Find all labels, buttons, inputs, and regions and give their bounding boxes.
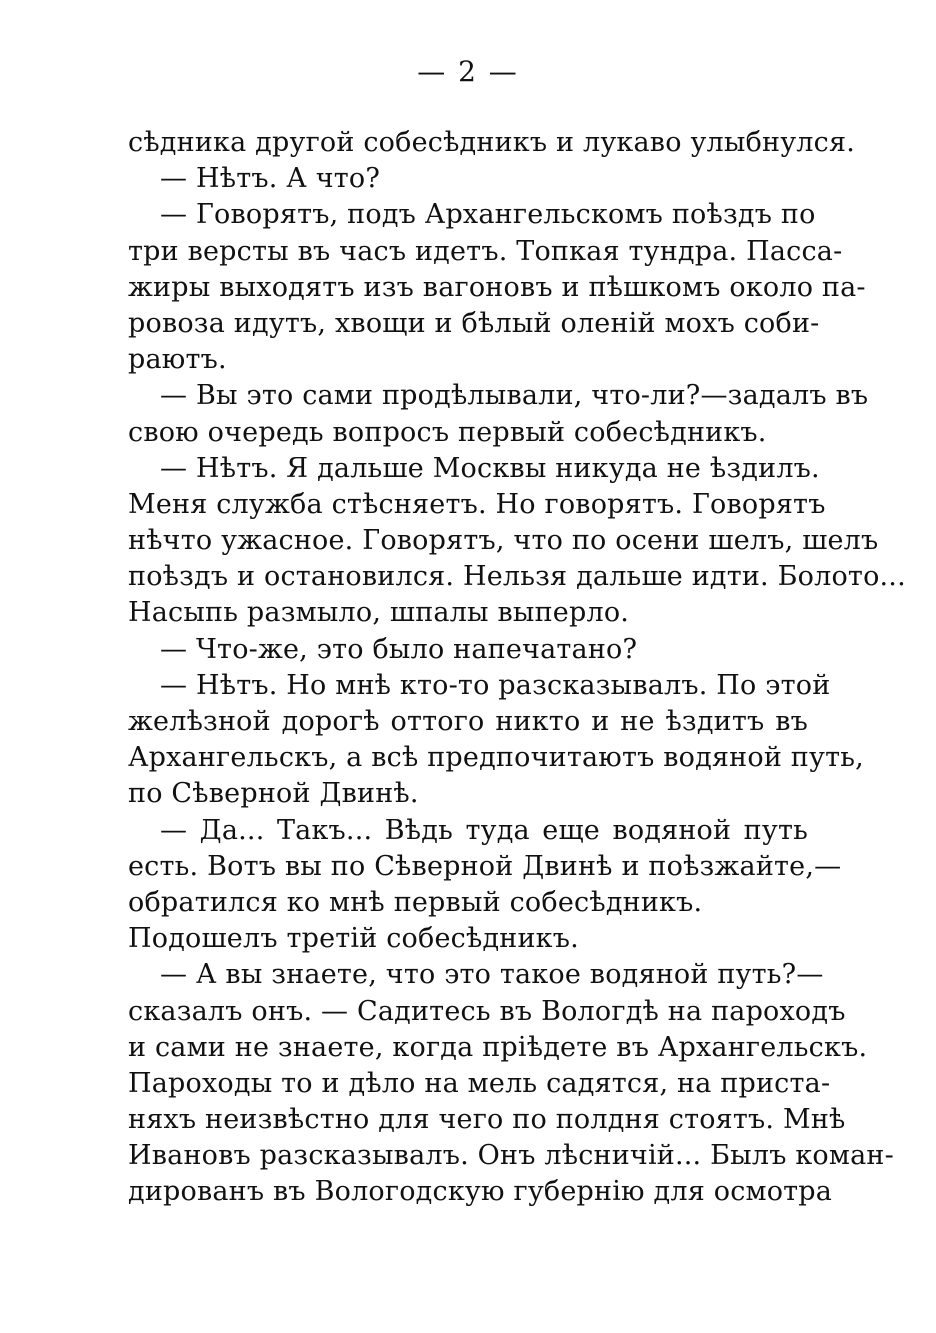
- text-line: — Что-же, это было напечатано?: [160, 633, 638, 665]
- page-number: — 2 —: [417, 55, 519, 88]
- text-line: жиры выходятъ изъ вагоновъ и пѣшкомъ около па-: [128, 271, 866, 303]
- text-line: желѣзной дорогѣ оттого никто и не ѣздитъ въ: [128, 706, 808, 737]
- page-text: [128, 125, 906, 1211]
- text-line: Подошелъ третій собесѣдникъ.: [128, 923, 579, 955]
- text-line: дированъ въ Вологодскую губернію для осмотра: [128, 1176, 833, 1208]
- text-line: — А вы знаете, что это такое водяной путь?—: [160, 959, 824, 991]
- text-line: есть. Вотъ вы по Сѣверной Двинѣ и поѣзжайте,—: [128, 850, 842, 882]
- text-line: Архангельскъ, а всѣ предпочитаютъ водяной путь,: [128, 742, 864, 774]
- text-line: поѣздъ и остановился. Нельзя дальше идти. Болото...: [128, 561, 906, 593]
- text-line: — Вы это сами продѣлывали, что-ли?—задалъ въ: [160, 380, 869, 412]
- text-line: раютъ.: [128, 344, 227, 376]
- text-line: нѣчто ужасное. Говорятъ, что по осени шелъ, шелъ: [128, 525, 879, 557]
- text-line: — Да... Такъ... Вѣдь туда еще водяной путь: [160, 814, 808, 846]
- text-line: по Сѣверной Двинѣ.: [128, 778, 419, 810]
- text-line: свою очередь вопросъ первый собесѣдникъ.: [128, 416, 767, 448]
- text-line: Меня служба стѣсняетъ. Но говорятъ. Говорятъ: [128, 488, 826, 520]
- text-line: — Нѣтъ. Но мнѣ кто-то разсказывалъ. По этой: [160, 669, 831, 701]
- text-line: обратился ко мнѣ первый собесѣдникъ.: [128, 886, 703, 918]
- text-line: три версты въ часъ идетъ. Топкая тундра. Пасса-: [128, 235, 843, 267]
- text-line: сказалъ онъ. — Садитесь въ Вологдѣ на пароходъ: [128, 995, 846, 1027]
- text-line: — Говорятъ, подъ Архангельскомъ поѣздъ по: [160, 199, 816, 231]
- text-line: — Нѣтъ. Я дальше Москвы никуда не ѣздилъ.: [160, 452, 820, 484]
- text-line: Насыпь размыло, шпалы выперло.: [128, 597, 630, 629]
- text-line: и сами не знаете, когда пріѣдете въ Архангельскъ.: [128, 1031, 868, 1063]
- text-line: Ивановъ разсказывалъ. Онъ лѣсничій... Былъ коман-: [128, 1140, 894, 1172]
- text-line: няхъ неизвѣстно для чего по полдня стоятъ. Мнѣ: [128, 1104, 846, 1136]
- text-line: сѣдника другой собесѣдникъ и лукаво улыбнулся.: [128, 127, 855, 158]
- text-line: ровоза идутъ, хвощи и бѣлый оленій мохъ соби-: [128, 307, 820, 339]
- text-line: Пароходы то и дѣло на мель садятся, на приста-: [128, 1067, 831, 1099]
- text-line: — Нѣтъ. А что?: [160, 163, 381, 195]
